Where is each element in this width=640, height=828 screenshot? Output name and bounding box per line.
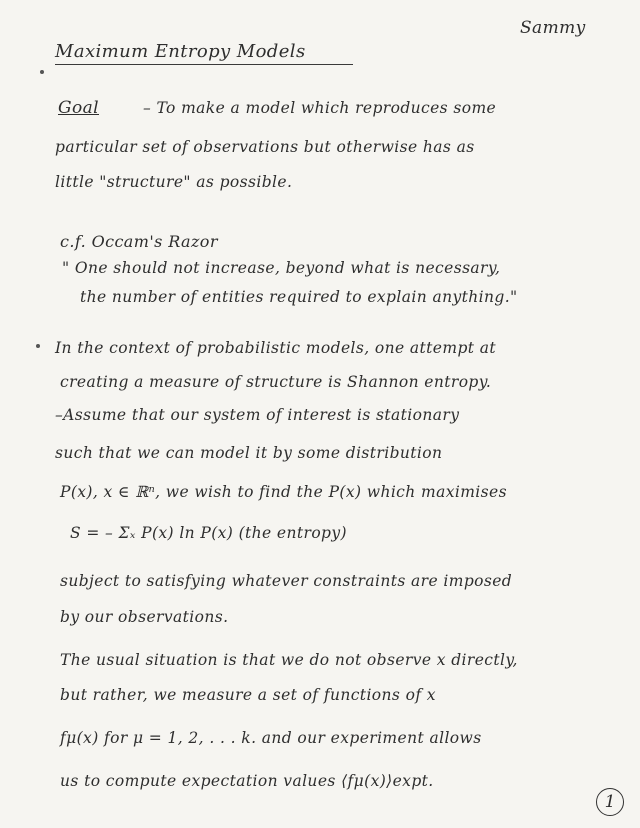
page-title: Maximum Entropy Models: [55, 42, 353, 65]
page-number: 1: [596, 788, 624, 816]
usual-line: but rather, we measure a set of functions of x: [60, 686, 436, 704]
context-line: P(x), x ∈ ℝⁿ, we wish to find the P(x) which maximises: [60, 483, 507, 501]
goal-line: – To make a model which reproduces some: [143, 99, 497, 117]
usual-line: fμ(x) for μ = 1, 2, . . . k. and our experiment allows: [60, 729, 482, 747]
context-line: creating a measure of structure is Shannon entropy.: [60, 373, 492, 391]
context-line: –Assume that our system of interest is stationary: [55, 406, 460, 424]
goal-line: particular set of observations but otherwise has as: [55, 138, 475, 156]
context-line: by our observations.: [60, 608, 229, 626]
occam-quote-line: " One should not increase, beyond what is necessary,: [62, 259, 501, 277]
context-line: such that we can model it by some distribution: [55, 444, 443, 462]
margin-dot: [40, 70, 44, 74]
entropy-equation: S = – Σₓ P(x) ln P(x) (the entropy): [70, 524, 347, 542]
context-line: subject to satisfying whatever constraints are imposed: [60, 572, 513, 590]
context-line: In the context of probabilistic models, one attempt at: [55, 339, 497, 357]
goal-label: Goal: [58, 98, 99, 118]
usual-line: The usual situation is that we do not observe x directly,: [60, 651, 518, 669]
usual-line: us to compute expectation values ⟨fμ(x)⟩expt.: [60, 772, 434, 790]
goal-line: little "structure" as possible.: [55, 173, 293, 191]
margin-dot: [36, 344, 40, 348]
occam-quote-line: the number of entities required to explain anything.": [80, 288, 518, 306]
author-signature: Sammy: [520, 18, 586, 38]
occam-heading: c.f. Occam's Razor: [60, 232, 218, 251]
